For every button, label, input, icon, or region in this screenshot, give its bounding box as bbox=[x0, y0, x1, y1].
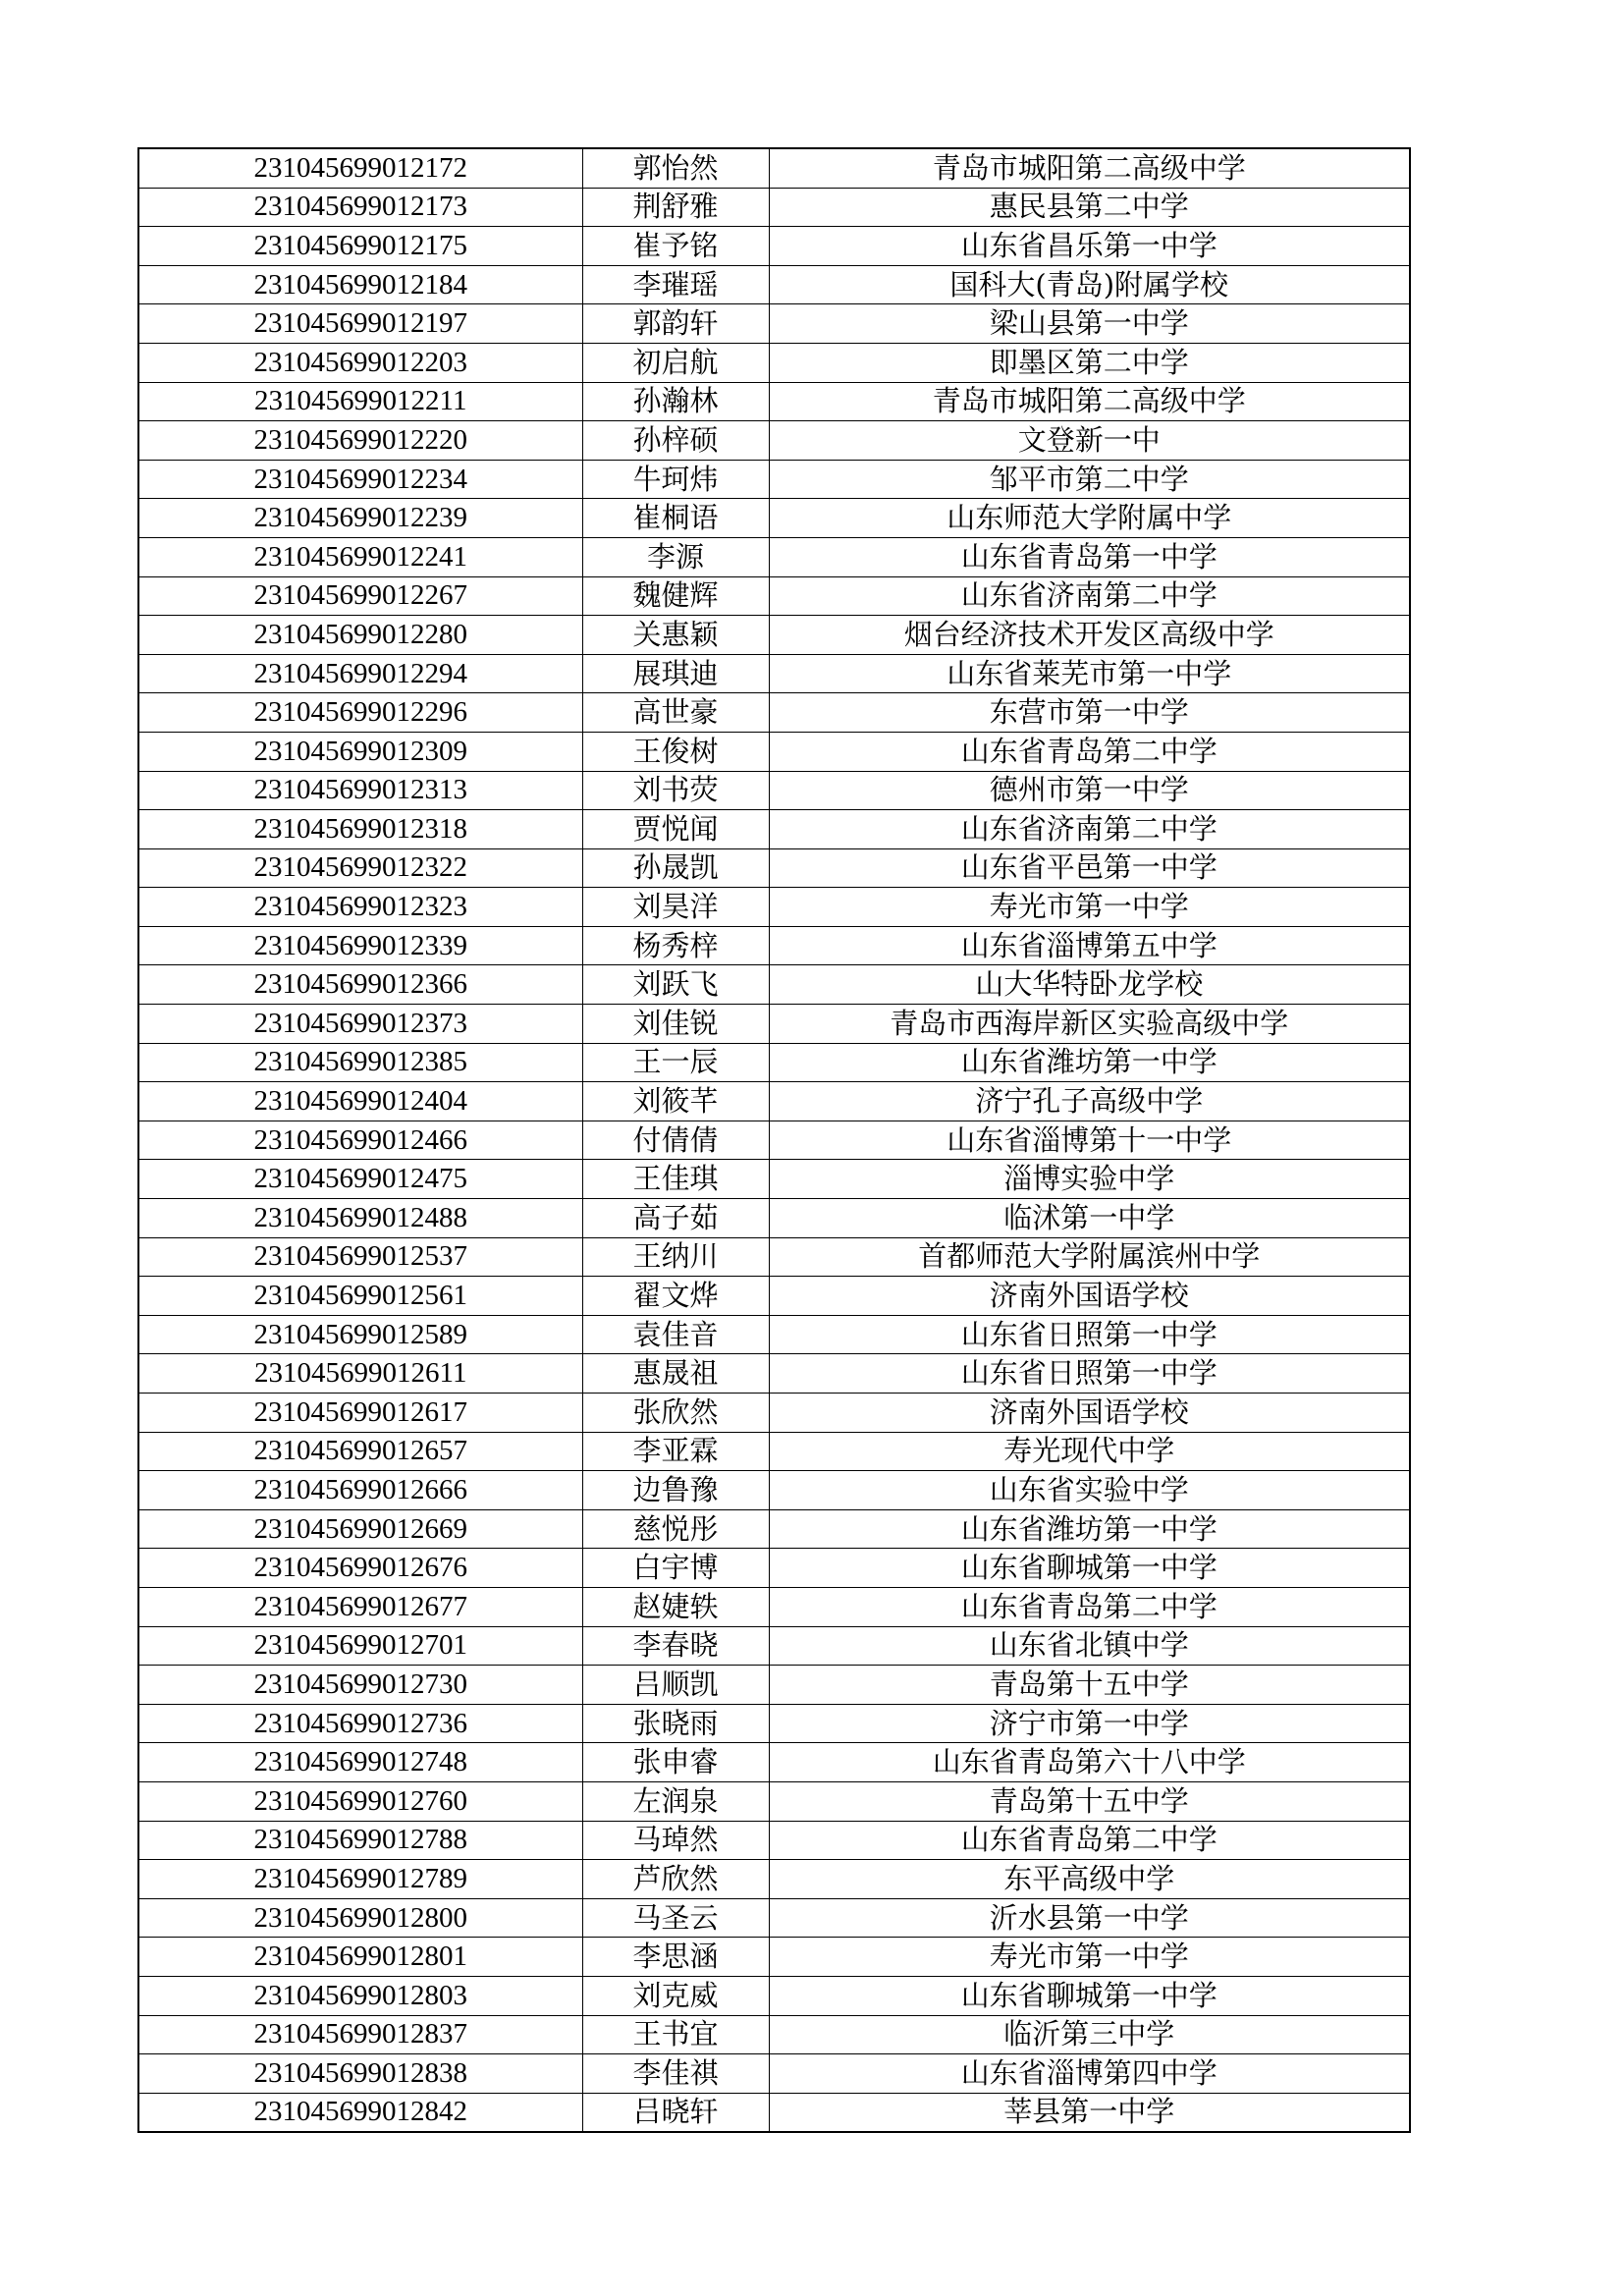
exam-id-cell: 231045699012280 bbox=[138, 616, 582, 655]
school-name-cell: 国科大(青岛)附属学校 bbox=[769, 265, 1410, 304]
student-name-cell: 赵婕轶 bbox=[582, 1587, 769, 1626]
school-name-cell: 济宁市第一中学 bbox=[769, 1704, 1410, 1743]
table-row bbox=[138, 1315, 1410, 1354]
student-name-cell: 刘昊洋 bbox=[582, 888, 769, 927]
student-name-cell: 魏健辉 bbox=[582, 576, 769, 616]
table-row bbox=[138, 1043, 1410, 1082]
table-row bbox=[138, 1160, 1410, 1199]
table-row bbox=[138, 1199, 1410, 1238]
student-name-cell: 边鲁豫 bbox=[582, 1471, 769, 1510]
exam-id-cell: 231045699012842 bbox=[138, 2093, 582, 2132]
school-name-cell: 山大华特卧龙学校 bbox=[769, 965, 1410, 1005]
table-row bbox=[138, 965, 1410, 1005]
exam-id-cell: 231045699012617 bbox=[138, 1394, 582, 1433]
school-name-cell: 山东省淄博第四中学 bbox=[769, 2054, 1410, 2094]
school-name-cell: 山东省淄博第十一中学 bbox=[769, 1121, 1410, 1160]
student-name-cell: 刘书荧 bbox=[582, 771, 769, 810]
student-name-cell: 袁佳音 bbox=[582, 1315, 769, 1354]
student-name-cell: 刘克威 bbox=[582, 1976, 769, 2015]
exam-id-cell: 231045699012404 bbox=[138, 1082, 582, 1121]
table-row bbox=[138, 654, 1410, 693]
school-name-cell: 即墨区第二中学 bbox=[769, 343, 1410, 382]
table-row bbox=[138, 1587, 1410, 1626]
school-name-cell: 山东省淄博第五中学 bbox=[769, 926, 1410, 965]
exam-id-cell: 231045699012175 bbox=[138, 227, 582, 266]
exam-id-cell: 231045699012211 bbox=[138, 382, 582, 421]
student-name-cell: 牛珂炜 bbox=[582, 460, 769, 499]
exam-id-cell: 231045699012676 bbox=[138, 1549, 582, 1588]
table-row bbox=[138, 1549, 1410, 1588]
student-name-cell: 高世豪 bbox=[582, 693, 769, 733]
student-name-cell: 慈悦彤 bbox=[582, 1509, 769, 1549]
exam-id-cell: 231045699012296 bbox=[138, 693, 582, 733]
student-name-cell: 左润泉 bbox=[582, 1781, 769, 1821]
exam-id-cell: 231045699012611 bbox=[138, 1354, 582, 1394]
exam-id-cell: 231045699012488 bbox=[138, 1199, 582, 1238]
table-row bbox=[138, 1898, 1410, 1938]
student-name-cell: 荆舒雅 bbox=[582, 188, 769, 227]
student-name-cell: 张晓雨 bbox=[582, 1704, 769, 1743]
school-name-cell: 济宁孔子高级中学 bbox=[769, 1082, 1410, 1121]
student-name-cell: 王纳川 bbox=[582, 1237, 769, 1277]
student-name-cell: 孙瀚林 bbox=[582, 382, 769, 421]
student-name-cell: 李佳祺 bbox=[582, 2054, 769, 2094]
exam-id-cell: 231045699012475 bbox=[138, 1160, 582, 1199]
student-name-cell: 李春晓 bbox=[582, 1626, 769, 1666]
exam-id-cell: 231045699012184 bbox=[138, 265, 582, 304]
student-name-cell: 郭怡然 bbox=[582, 148, 769, 188]
exam-id-cell: 231045699012309 bbox=[138, 732, 582, 771]
table-row bbox=[138, 460, 1410, 499]
table-row bbox=[138, 693, 1410, 733]
table-row bbox=[138, 888, 1410, 927]
exam-id-cell: 231045699012322 bbox=[138, 848, 582, 888]
exam-id-cell: 231045699012239 bbox=[138, 499, 582, 538]
table-row bbox=[138, 1394, 1410, 1433]
school-name-cell: 烟台经济技术开发区高级中学 bbox=[769, 616, 1410, 655]
exam-id-cell: 231045699012561 bbox=[138, 1277, 582, 1316]
student-name-cell: 高子茹 bbox=[582, 1199, 769, 1238]
school-name-cell: 首都师范大学附属滨州中学 bbox=[769, 1237, 1410, 1277]
student-name-cell: 芦欣然 bbox=[582, 1860, 769, 1899]
exam-id-cell: 231045699012197 bbox=[138, 304, 582, 344]
table-row bbox=[138, 343, 1410, 382]
exam-id-cell: 231045699012385 bbox=[138, 1043, 582, 1082]
student-name-cell: 刘佳锐 bbox=[582, 1005, 769, 1044]
table-row bbox=[138, 1743, 1410, 1782]
table-row bbox=[138, 1005, 1410, 1044]
table-row bbox=[138, 537, 1410, 576]
student-name-cell: 吕顺凯 bbox=[582, 1666, 769, 1705]
school-name-cell: 山东师范大学附属中学 bbox=[769, 499, 1410, 538]
exam-id-cell: 231045699012736 bbox=[138, 1704, 582, 1743]
school-name-cell: 德州市第一中学 bbox=[769, 771, 1410, 810]
school-name-cell: 山东省日照第一中学 bbox=[769, 1354, 1410, 1394]
table-row bbox=[138, 2093, 1410, 2132]
exam-id-cell: 231045699012788 bbox=[138, 1821, 582, 1860]
exam-id-cell: 231045699012800 bbox=[138, 1898, 582, 1938]
table-row bbox=[138, 1471, 1410, 1510]
student-name-cell: 刘跃飞 bbox=[582, 965, 769, 1005]
student-name-cell: 李亚霖 bbox=[582, 1432, 769, 1471]
exam-id-cell: 231045699012173 bbox=[138, 188, 582, 227]
table-row bbox=[138, 576, 1410, 616]
school-name-cell: 淄博实验中学 bbox=[769, 1160, 1410, 1199]
school-name-cell: 山东省潍坊第一中学 bbox=[769, 1509, 1410, 1549]
school-name-cell: 寿光市第一中学 bbox=[769, 1938, 1410, 1977]
school-name-cell: 东平高级中学 bbox=[769, 1860, 1410, 1899]
table-row bbox=[138, 421, 1410, 461]
student-name-cell: 刘筱芊 bbox=[582, 1082, 769, 1121]
table-row bbox=[138, 810, 1410, 849]
exam-id-cell: 231045699012373 bbox=[138, 1005, 582, 1044]
student-name-cell: 马圣云 bbox=[582, 1898, 769, 1938]
school-name-cell: 山东省青岛第二中学 bbox=[769, 732, 1410, 771]
exam-id-cell: 231045699012537 bbox=[138, 1237, 582, 1277]
school-name-cell: 济南外国语学校 bbox=[769, 1394, 1410, 1433]
table-row bbox=[138, 1082, 1410, 1121]
school-name-cell: 山东省青岛第二中学 bbox=[769, 1821, 1410, 1860]
exam-id-cell: 231045699012838 bbox=[138, 2054, 582, 2094]
table-row bbox=[138, 2054, 1410, 2094]
student-name-cell: 孙晟凯 bbox=[582, 848, 769, 888]
student-list-body bbox=[138, 148, 1410, 2132]
school-name-cell: 济南外国语学校 bbox=[769, 1277, 1410, 1316]
exam-id-cell: 231045699012669 bbox=[138, 1509, 582, 1549]
table-row bbox=[138, 1121, 1410, 1160]
table-row bbox=[138, 1354, 1410, 1394]
student-name-cell: 王俊树 bbox=[582, 732, 769, 771]
table-row bbox=[138, 1860, 1410, 1899]
school-name-cell: 山东省聊城第一中学 bbox=[769, 1549, 1410, 1588]
student-name-cell: 付倩倩 bbox=[582, 1121, 769, 1160]
student-name-cell: 王一辰 bbox=[582, 1043, 769, 1082]
table-row bbox=[138, 1432, 1410, 1471]
student-name-cell: 惠晟祖 bbox=[582, 1354, 769, 1394]
school-name-cell: 山东省昌乐第一中学 bbox=[769, 227, 1410, 266]
student-list-table bbox=[137, 147, 1411, 2133]
exam-id-cell: 231045699012323 bbox=[138, 888, 582, 927]
school-name-cell: 山东省济南第二中学 bbox=[769, 576, 1410, 616]
student-name-cell: 崔桐语 bbox=[582, 499, 769, 538]
table-row bbox=[138, 1821, 1410, 1860]
school-name-cell: 寿光现代中学 bbox=[769, 1432, 1410, 1471]
table-row bbox=[138, 1237, 1410, 1277]
exam-id-cell: 231045699012657 bbox=[138, 1432, 582, 1471]
school-name-cell: 惠民县第二中学 bbox=[769, 188, 1410, 227]
table-row bbox=[138, 1666, 1410, 1705]
table-row bbox=[138, 1976, 1410, 2015]
school-name-cell: 山东省日照第一中学 bbox=[769, 1315, 1410, 1354]
school-name-cell: 山东省平邑第一中学 bbox=[769, 848, 1410, 888]
exam-id-cell: 231045699012318 bbox=[138, 810, 582, 849]
student-name-cell: 初启航 bbox=[582, 343, 769, 382]
table-row bbox=[138, 1938, 1410, 1977]
student-name-cell: 吕晓轩 bbox=[582, 2093, 769, 2132]
school-name-cell: 文登新一中 bbox=[769, 421, 1410, 461]
school-name-cell: 临沭第一中学 bbox=[769, 1199, 1410, 1238]
table-row bbox=[138, 732, 1410, 771]
student-name-cell: 崔予铭 bbox=[582, 227, 769, 266]
exam-id-cell: 231045699012466 bbox=[138, 1121, 582, 1160]
student-name-cell: 白宇博 bbox=[582, 1549, 769, 1588]
table-row bbox=[138, 227, 1410, 266]
exam-id-cell: 231045699012837 bbox=[138, 2015, 582, 2054]
school-name-cell: 青岛市西海岸新区实验高级中学 bbox=[769, 1005, 1410, 1044]
exam-id-cell: 231045699012801 bbox=[138, 1938, 582, 1977]
table-row bbox=[138, 499, 1410, 538]
exam-id-cell: 231045699012760 bbox=[138, 1781, 582, 1821]
student-name-cell: 郭韵轩 bbox=[582, 304, 769, 344]
school-name-cell: 山东省青岛第六十八中学 bbox=[769, 1743, 1410, 1782]
school-name-cell: 青岛第十五中学 bbox=[769, 1781, 1410, 1821]
table-row bbox=[138, 1781, 1410, 1821]
table-row bbox=[138, 1509, 1410, 1549]
exam-id-cell: 231045699012203 bbox=[138, 343, 582, 382]
student-name-cell: 王佳琪 bbox=[582, 1160, 769, 1199]
school-name-cell: 山东省聊城第一中学 bbox=[769, 1976, 1410, 2015]
school-name-cell: 东营市第一中学 bbox=[769, 693, 1410, 733]
table-row bbox=[138, 382, 1410, 421]
student-name-cell: 关惠颖 bbox=[582, 616, 769, 655]
school-name-cell: 山东省潍坊第一中学 bbox=[769, 1043, 1410, 1082]
student-name-cell: 张欣然 bbox=[582, 1394, 769, 1433]
school-name-cell: 山东省济南第二中学 bbox=[769, 810, 1410, 849]
student-name-cell: 杨秀梓 bbox=[582, 926, 769, 965]
exam-id-cell: 231045699012294 bbox=[138, 654, 582, 693]
student-name-cell: 翟文烨 bbox=[582, 1277, 769, 1316]
exam-id-cell: 231045699012803 bbox=[138, 1976, 582, 2015]
exam-id-cell: 231045699012234 bbox=[138, 460, 582, 499]
table-row bbox=[138, 265, 1410, 304]
student-name-cell: 贾悦闻 bbox=[582, 810, 769, 849]
student-name-cell: 李思涵 bbox=[582, 1938, 769, 1977]
exam-id-cell: 231045699012220 bbox=[138, 421, 582, 461]
table-row bbox=[138, 1626, 1410, 1666]
student-name-cell: 展琪迪 bbox=[582, 654, 769, 693]
school-name-cell: 临沂第三中学 bbox=[769, 2015, 1410, 2054]
school-name-cell: 莘县第一中学 bbox=[769, 2093, 1410, 2132]
exam-id-cell: 231045699012677 bbox=[138, 1587, 582, 1626]
exam-id-cell: 231045699012366 bbox=[138, 965, 582, 1005]
student-name-cell: 孙梓硕 bbox=[582, 421, 769, 461]
table-row bbox=[138, 771, 1410, 810]
school-name-cell: 青岛第十五中学 bbox=[769, 1666, 1410, 1705]
student-name-cell: 李璀瑶 bbox=[582, 265, 769, 304]
school-name-cell: 梁山县第一中学 bbox=[769, 304, 1410, 344]
school-name-cell: 山东省北镇中学 bbox=[769, 1626, 1410, 1666]
table-row bbox=[138, 2015, 1410, 2054]
exam-id-cell: 231045699012313 bbox=[138, 771, 582, 810]
student-name-cell: 张申睿 bbox=[582, 1743, 769, 1782]
table-row bbox=[138, 304, 1410, 344]
school-name-cell: 山东省青岛第一中学 bbox=[769, 537, 1410, 576]
exam-id-cell: 231045699012789 bbox=[138, 1860, 582, 1899]
table-row bbox=[138, 1704, 1410, 1743]
table-row bbox=[138, 1277, 1410, 1316]
school-name-cell: 山东省青岛第二中学 bbox=[769, 1587, 1410, 1626]
school-name-cell: 沂水县第一中学 bbox=[769, 1898, 1410, 1938]
exam-id-cell: 231045699012241 bbox=[138, 537, 582, 576]
exam-id-cell: 231045699012730 bbox=[138, 1666, 582, 1705]
school-name-cell: 青岛市城阳第二高级中学 bbox=[769, 148, 1410, 188]
exam-id-cell: 231045699012701 bbox=[138, 1626, 582, 1666]
table-row bbox=[138, 848, 1410, 888]
exam-id-cell: 231045699012748 bbox=[138, 1743, 582, 1782]
exam-id-cell: 231045699012172 bbox=[138, 148, 582, 188]
school-name-cell: 寿光市第一中学 bbox=[769, 888, 1410, 927]
exam-id-cell: 231045699012267 bbox=[138, 576, 582, 616]
student-name-cell: 王书宜 bbox=[582, 2015, 769, 2054]
student-name-cell: 李源 bbox=[582, 537, 769, 576]
table-row bbox=[138, 616, 1410, 655]
table-row bbox=[138, 926, 1410, 965]
school-name-cell: 青岛市城阳第二高级中学 bbox=[769, 382, 1410, 421]
table-row bbox=[138, 148, 1410, 188]
exam-id-cell: 231045699012666 bbox=[138, 1471, 582, 1510]
table-row bbox=[138, 188, 1410, 227]
school-name-cell: 邹平市第二中学 bbox=[769, 460, 1410, 499]
exam-id-cell: 231045699012339 bbox=[138, 926, 582, 965]
school-name-cell: 山东省莱芜市第一中学 bbox=[769, 654, 1410, 693]
exam-id-cell: 231045699012589 bbox=[138, 1315, 582, 1354]
student-name-cell: 马琸然 bbox=[582, 1821, 769, 1860]
school-name-cell: 山东省实验中学 bbox=[769, 1471, 1410, 1510]
